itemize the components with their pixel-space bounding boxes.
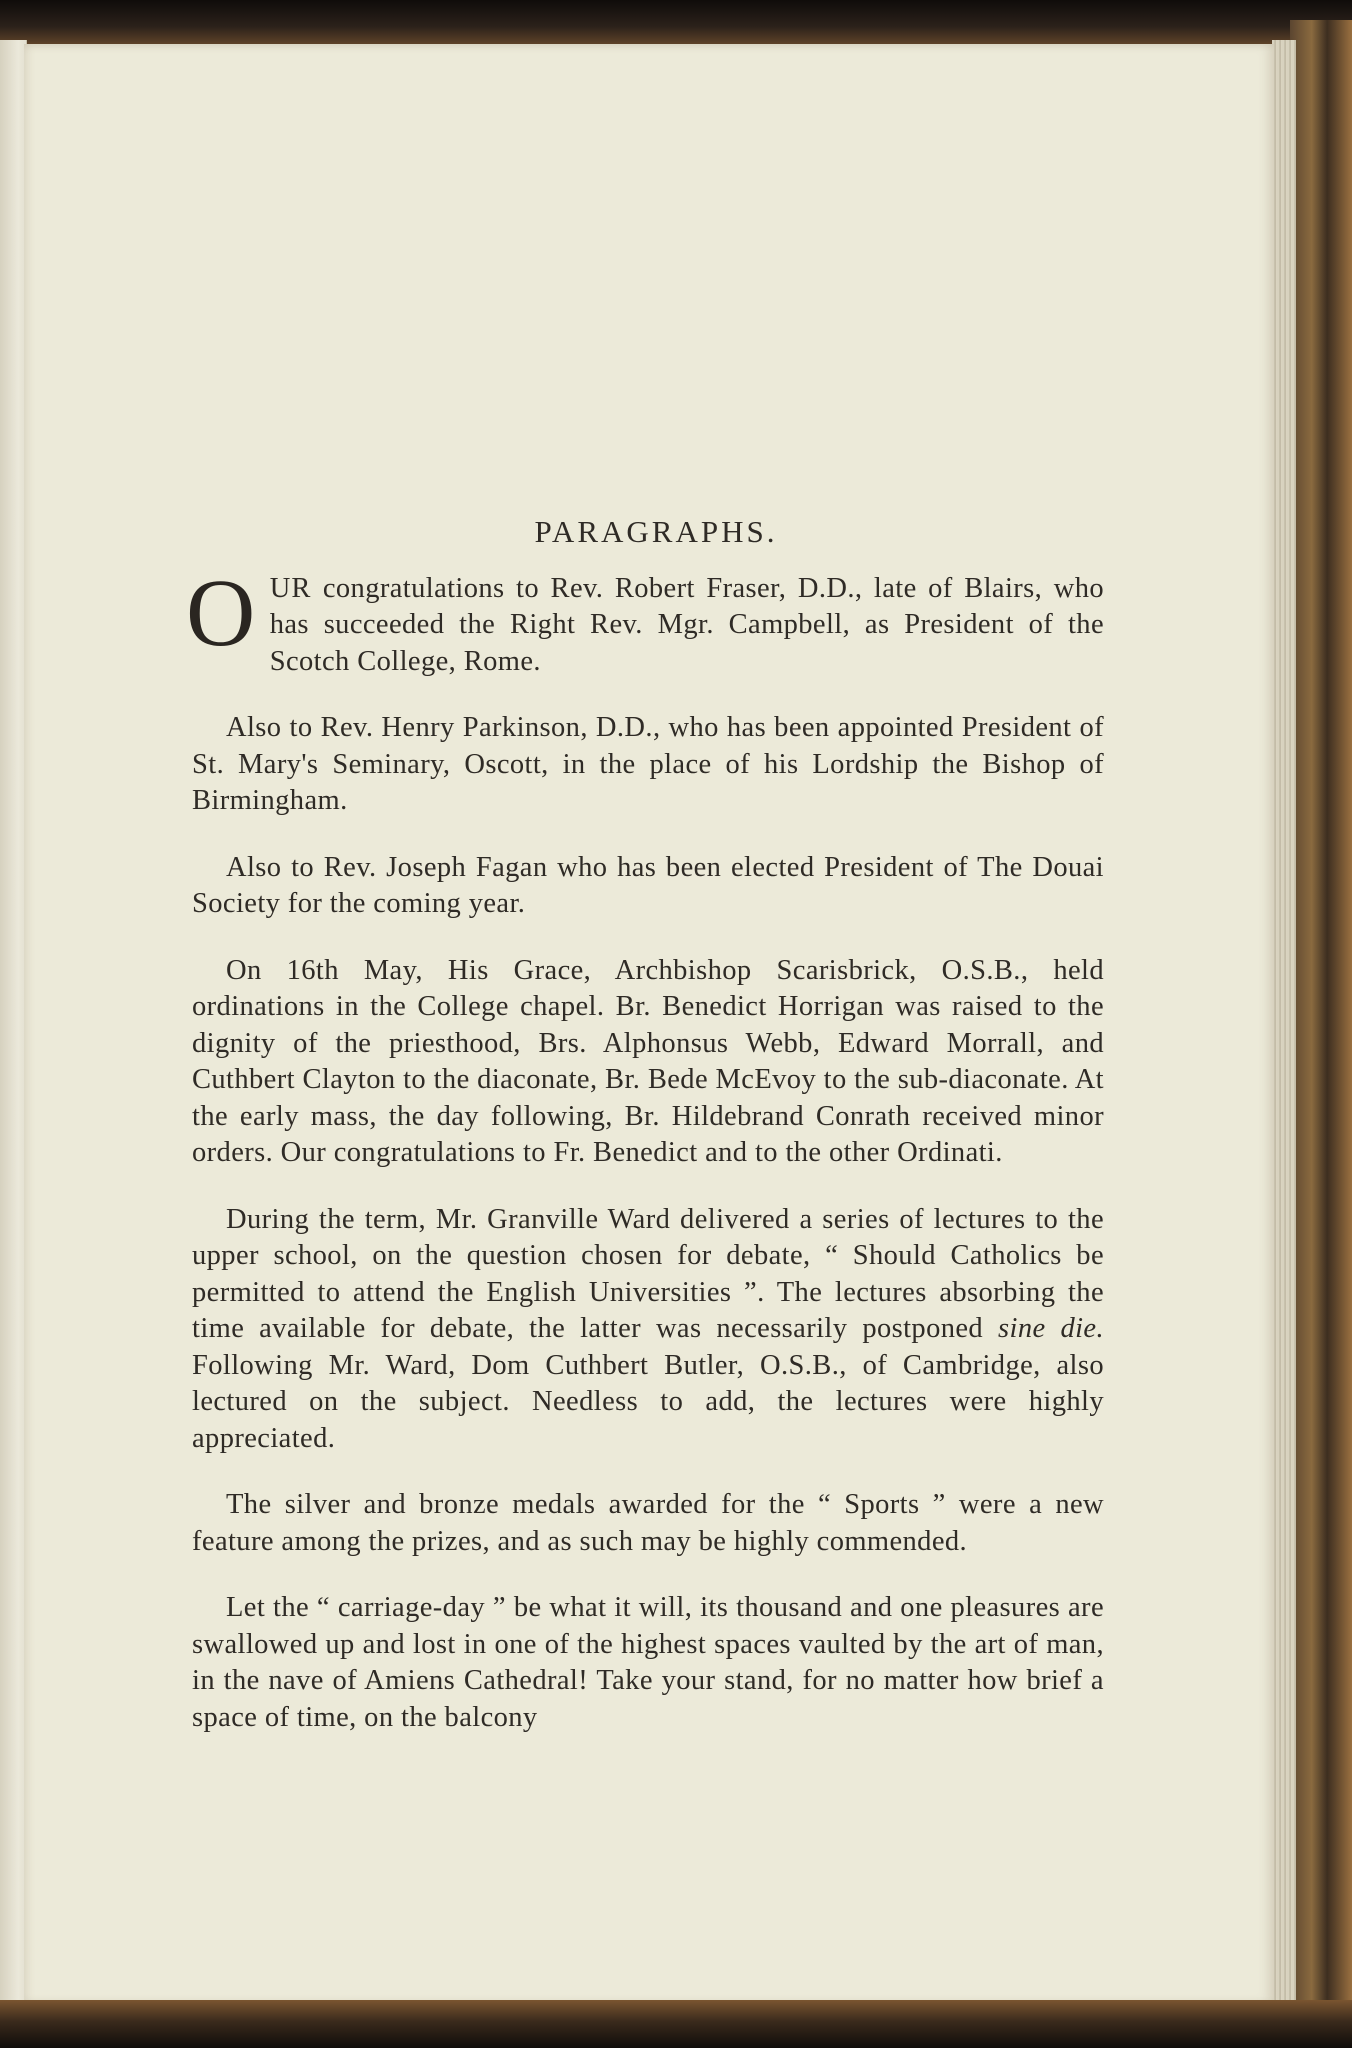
book-page [24,44,1274,2004]
paragraph-5-text-after: Following Mr. Ward, Dom Cuthbert Butler, O.S.B., of Cambridge, also lectured on the subject. Needless to add, the lectures were highly appreciated. [192,1349,1104,1454]
paragraph-6: The silver and bronze medals awarded for the “ Sports ” were a new feature among the prizes, and as such may be highly commended. [192,1489,1104,1557]
paragraph-1 [186,558,1104,681]
page-heading: PARAGRAPHS. [534,514,778,549]
page-stack-edge [1272,40,1296,2010]
book-cover-right [1290,20,1352,2030]
book-edge-bottom [0,2000,1352,2048]
paragraph-7: Let the “ carriage-day ” be what it will, its thousand and one pleasures are swallowed up and lost in one of the highest spaces vaulted by the art of man, in the nave of Amiens Cathedral! Take your stand, for no matter how brief a space of time, on the balcony [192,1592,1104,1733]
paragraph-4: On 16th May, His Grace, Archbishop Scarisbrick, O.S.B., held ordinations in the College chapel. Br. Benedict Horrigan was raised to the dignity of the priesthood, Brs. Alphonsus Webb, Edward Morrall, and Cuthbert Clayton to the diaconate, Br. Bede McEvoy to the sub-diaconate. At the early mass, the day following, Br. Hildebrand Conrath received minor orders. Our congratulations to Fr. Benedict and to the other Ordinati. [192,954,1104,1168]
text-block [186,514,1104,1766]
lead-caps: UR [269,572,312,604]
paragraph-5 [192,1202,1104,1458]
book-gutter [0,40,27,2010]
paragraph-3: Also to Rev. Joseph Fagan who has been elected President of The Douai Society for the coming year. [192,851,1104,919]
paragraph-2: Also to Rev. Henry Parkinson, D.D., who has been appointed President of St. Mary's Seminary, Oscott, in the place of his Lordship the Bishop of Birmingham. [192,712,1104,816]
book-edge-top [0,0,1352,48]
paragraph-1-text: congratulations to Rev. Robert Fraser, D.D., late of Blairs, who has succeeded the Right Rev. Mgr. Campbell, as President of the Scotch College, Rome. [269,572,1104,677]
latin-phrase: sine die. [998,1313,1104,1344]
drop-cap: O [186,558,256,666]
paragraph-5-text-before: During the term, Mr. Granville Ward delivered a series of lectures to the upper school, on the question chosen for debate, “ Should Catholics be permitted to attend the English Universities ”. The lectures absorbing the time available for debate, the latter was necessarily postponed [192,1203,1104,1344]
